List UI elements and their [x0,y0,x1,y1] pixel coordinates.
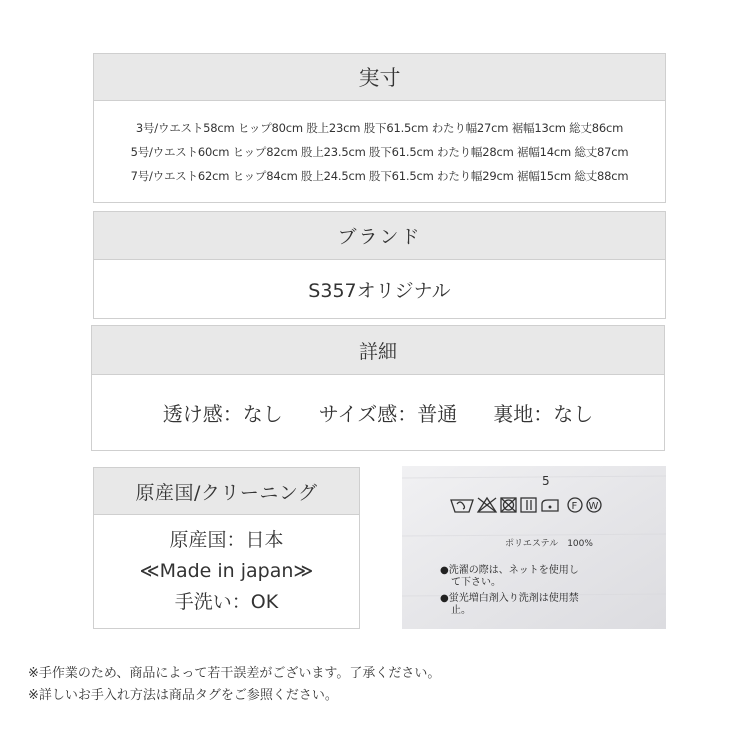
care-tag-note-2: て下さい。 [451,577,501,588]
size-table [94,101,665,202]
origin-country: 原産国：日本 [169,529,284,551]
care-tag-material: ポリエステル 100% [505,539,593,549]
origin-made-in: ≪Made in japan≫ [139,560,314,582]
detail-lining: 裏地：なし [493,402,594,426]
svg-text:W: W [588,501,599,512]
footer-notes [28,663,440,707]
care-tag-photo [402,466,666,629]
origin-panel [93,467,360,629]
size-row-5: 5号/ウエスト60cm ヒップ82cm 股上23.5cm 股下61.5cm わたり幅28cm 裾幅14cm 総丈87cm [130,144,629,159]
care-tag-size: 5 [542,474,550,488]
size-panel-title: 実寸 [94,54,665,101]
care-tag-note-4: 止。 [451,605,471,616]
no-tumble-dry-icon [501,498,516,512]
origin-details [94,515,359,628]
detail-panel-title: 詳細 [92,326,664,375]
care-tag-note-3: ●蛍光増白剤入り洗剤は使用禁 [440,593,579,604]
size-panel [93,53,666,203]
care-tag-note-1: ●洗濯の際は、ネットを使用し [440,565,579,576]
detail-panel [91,325,665,451]
detail-fit: サイズ感：普通 [318,402,458,426]
detail-items [92,375,664,450]
origin-panel-title: 原産国/クリーニング [94,468,359,515]
detail-transparency: 透け感：なし [162,402,283,426]
brand-value: S357オリジナル [308,279,451,302]
brand-panel-title: ブランド [94,212,665,260]
svg-text:F: F [571,501,578,512]
brand-panel [93,211,666,319]
footer-note-care: ※詳しいお手入れ方法は商品タグをご参照ください。 [28,688,338,703]
size-row-3: 3号/ウエスト58cm ヒップ80cm 股上23cm 股下61.5cm わたり幅27cm 裾幅13cm 総丈86cm [135,120,624,135]
footer-note-handmade: ※手作業のため、商品によって若干誤差がございます。了承ください。 [28,666,441,681]
washing-method: 手洗い：OK [174,591,279,613]
size-row-7: 7号/ウエスト62cm ヒップ84cm 股上24.5cm 股下61.5cm わたり幅29cm 裾幅15cm 総丈88cm [130,168,629,183]
